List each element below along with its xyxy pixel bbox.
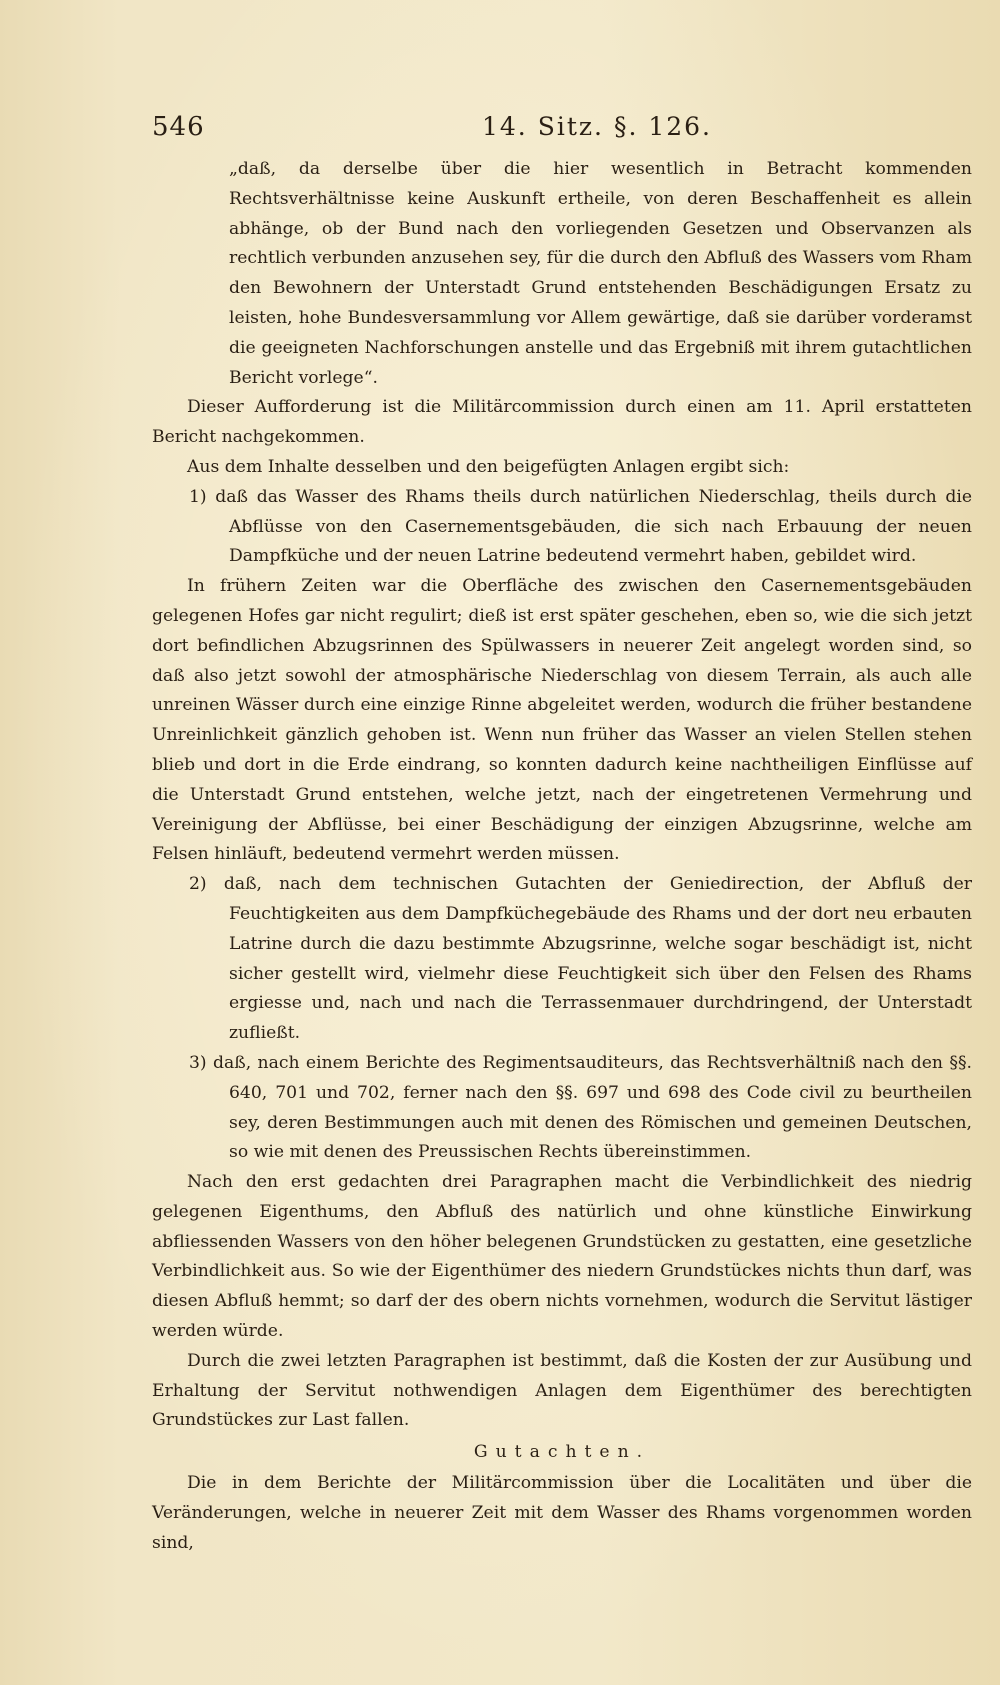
list-item: 2) daß, nach dem technischen Gutachten der Geniedirection, der Abfluß der Feuchtigkeiten aus dem Dampfküchegebäude des Rhams und der dort neu erbauten Latrine durch die dazu bestimmte Abzugsrinne, welche sogar beschädigt ist, nicht sicher gestellt wird, vielmehr diese Feuchtigkeit sich über den Felsen des Rhams ergiesse und, nach und nach die Terrassenmauer durchdringend, der Unterstadt zufließt. bbox=[189, 874, 972, 1044]
page-number: 546 bbox=[152, 112, 205, 142]
body-paragraph: Durch die zwei letzten Paragraphen ist bestimmt, daß die Kosten der zur Ausübung und Erhaltung der Servitut nothwendigen Anlagen dem Eigenthümer des berechtigten Grundstückes zur Last fallen. bbox=[152, 1350, 972, 1431]
list-item: 3) daß, nach einem Berichte des Regimentsauditeurs, das Rechtsverhältniß nach den §§. 640, 701 und 702, ferner nach den §§. 697 und 698 des Code civil zu beurtheilen sey, deren Bestimmungen auch mit denen des Römischen und gemeinen Deutschen, so wie mit denen des Preussischen Rechts übereinstimmen. bbox=[189, 1052, 972, 1163]
body-paragraph: Aus dem Inhalte desselben und den beigefügten Anlagen ergibt sich: bbox=[187, 456, 790, 477]
running-head: 14. Sitz. §. 126. bbox=[482, 112, 712, 141]
page-header bbox=[152, 112, 972, 146]
section-title: Gutachten. bbox=[473, 1442, 651, 1463]
page-body bbox=[152, 155, 972, 1558]
body-paragraph: Die in dem Berichte der Militärcommission über die Localitäten und über die Veränderungen, welche in neuerer Zeit mit dem Wasser des Rhams vorgenommen worden sind, bbox=[152, 1473, 972, 1553]
quoted-paragraph: „daß, da derselbe über die hier wesentlich in Betracht kommenden Rechtsverhältnisse keine Auskunft ertheile, von deren Beschaffenheit es allein abhänge, ob der Bund nach den vorliegenden Gesetzen und Observanzen als rechtlich verbunden anzusehen sey, für die durch den Abfluß des Wassers vom Rham den Bewohnern der Unterstadt Grund entstehenden Beschädigungen Ersatz zu leisten, hohe Bundesversammlung vor Allem gewärtige, daß sie darüber vorderamst die geeigneten Nachforschungen anstelle und das Ergebniß mit ihrem gutachtlichen Bericht vorlege“. bbox=[229, 159, 972, 388]
body-paragraph: Nach den erst gedachten drei Paragraphen macht die Verbindlichkeit des niedrig gelegenen Eigenthums, den Abfluß des natürlich und ohne künstliche Einwirkung abfliessenden Wassers von den höher belegenen Grundstücken zu gestatten, eine gesetzliche Verbindlichkeit aus. So wie der Eigenthümer des niedern Grundstückes nichts thun darf, was diesen Abfluß hemmt; so darf der des obern nichts vornehmen, wodurch die Servitut lästiger werden würde. bbox=[152, 1172, 972, 1342]
body-paragraph: Dieser Aufforderung ist die Militärcommission durch einen am 11. April erstatteten Bericht nachgekommen. bbox=[152, 397, 972, 448]
list-item: 1) daß das Wasser des Rhams theils durch natürlichen Niederschlag, theils durch die Abflüsse von den Casernementsgebäuden, die sich nach Erbauung der neuen Dampfküche und der neuen Latrine bedeutend vermehrt haben, gebildet wird. bbox=[189, 486, 972, 567]
body-paragraph: In frühern Zeiten war die Oberfläche des zwischen den Casernementsgebäuden gelegenen Hofes gar nicht regulirt; dieß ist erst später geschehen, eben so, wie die sich jetzt dort befindlichen Abzugsrinnen des Spülwassers in neuerer Zeit angelegt worden sind, so daß also jetzt sowohl der atmosphärische Niederschlag von diesem Terrain, als auch alle unreinen Wässer durch eine einzige Rinne abgeleitet werden, wodurch die früher bestandene Unreinlichkeit gänzlich gehoben ist. Wenn nun früher das Wasser an vielen Stellen stehen blieb und dort in die Erde eindrang, so konnten dadurch keine nachtheiligen Einflüsse auf die Unterstadt Grund entstehen, welche jetzt, nach der eingetretenen Vermehrung und Vereinigung der Abflüsse, bei einer Beschädigung der einzigen Abzugsrinne, welche am Felsen hinläuft, bedeutend vermehrt werden müssen. bbox=[152, 576, 972, 865]
